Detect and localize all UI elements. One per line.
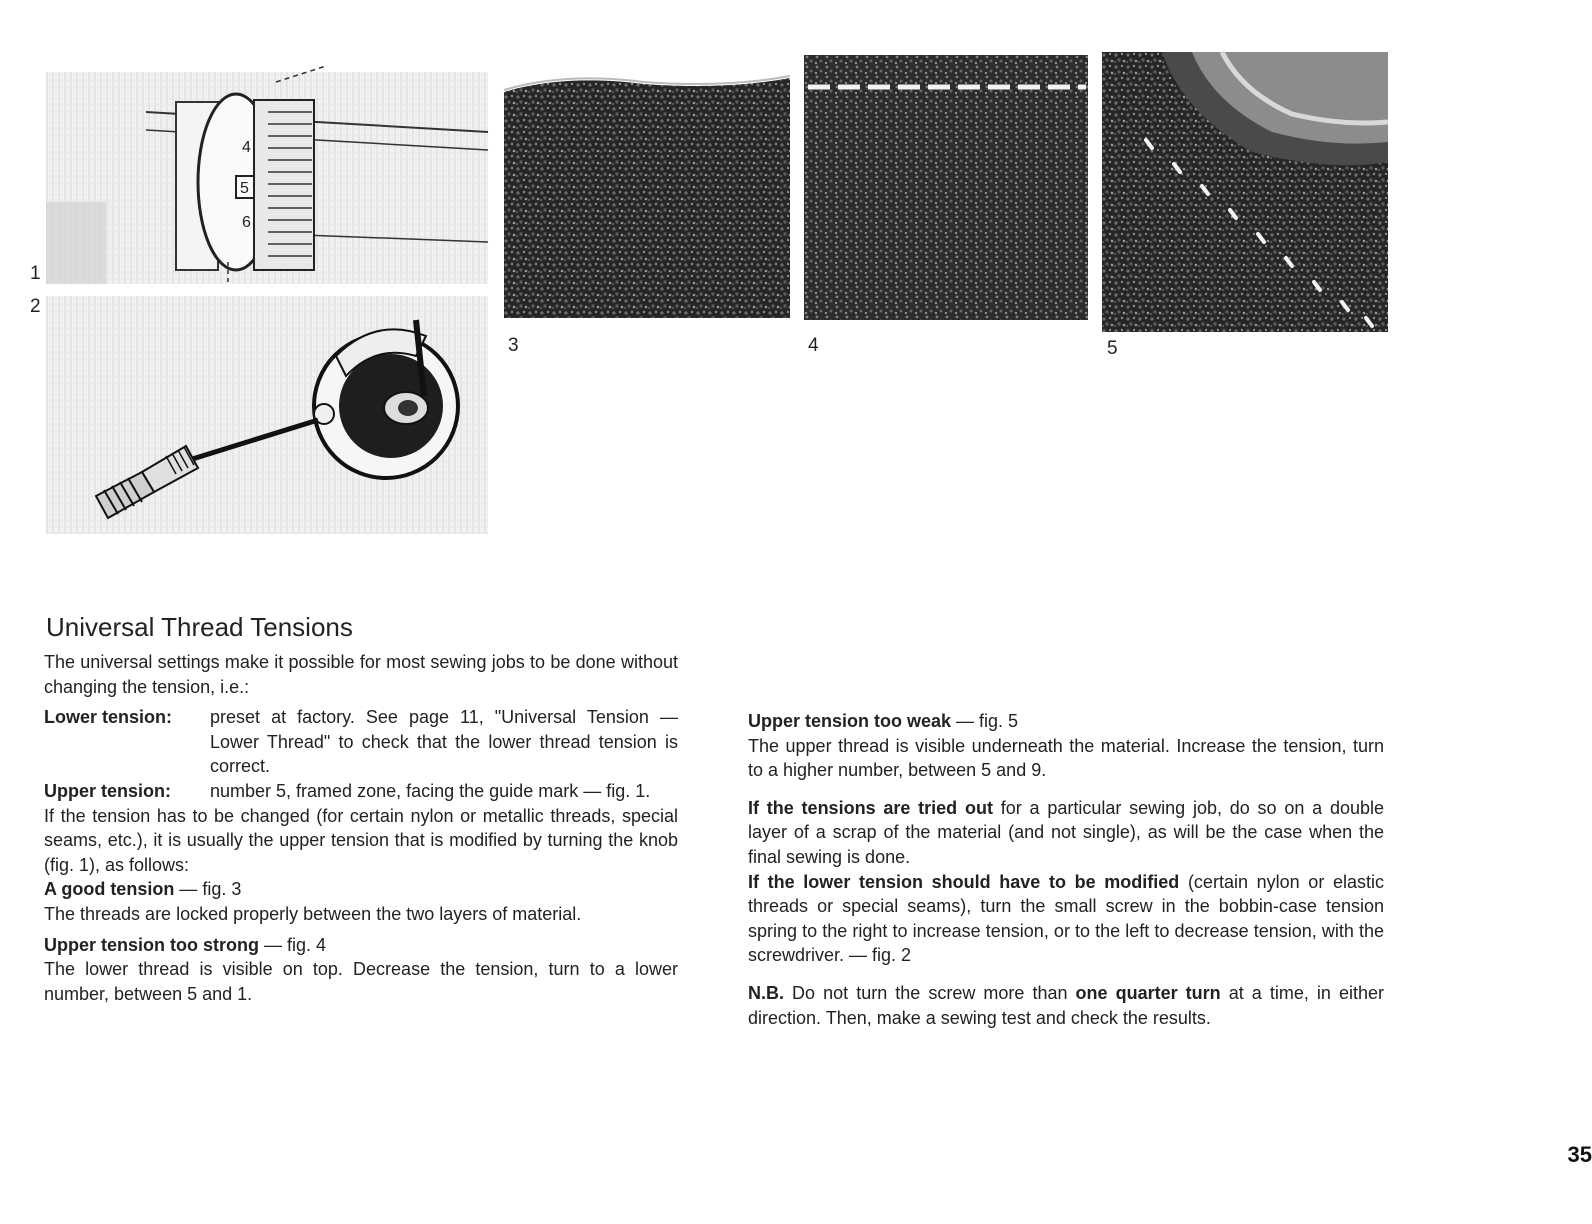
figure-5-weak-tension-fabric — [1102, 52, 1388, 332]
weak-tension-text: The upper thread is visible underneath the material. Increase the tension, turn to a higher number, between 5 and 9. — [748, 735, 1384, 781]
dial-number-5: 5 — [240, 180, 249, 197]
left-column — [44, 650, 678, 1006]
strong-tension-ref: — fig. 4 — [259, 934, 327, 955]
dial-number-4: 4 — [242, 139, 251, 156]
intro-paragraph: The universal settings make it possible for most sewing jobs to be done without changing the tension, i.e.: — [44, 652, 678, 697]
figure-5-label: 5 — [1107, 338, 1118, 359]
page-heading: Universal Thread Tensions — [46, 612, 353, 642]
good-tension-title: A good tension — [44, 879, 175, 900]
lower-modified-bold: If the lower tension should have to be modified — [748, 871, 1180, 892]
dial-number-6: 6 — [242, 214, 251, 231]
nb-paragraph — [748, 981, 1384, 1030]
figure-4-label: 4 — [808, 335, 819, 356]
figure-1-tension-dial — [46, 72, 488, 284]
weak-tension-ref: — fig. 5 — [951, 711, 1019, 731]
upper-tension-definition: number 5, framed zone, facing the guide mark — fig. 1. — [210, 780, 651, 801]
good-tension-ref: — fig. 3 — [174, 879, 242, 900]
lower-tension-term: Lower tension: — [44, 707, 173, 728]
good-tension-text: The threads are locked properly between the two layers of material. — [44, 903, 582, 924]
strong-tension-text: The lower thread is visible on top. Decrease the tension, turn to a lower number, between 5 and 1. — [44, 959, 678, 1004]
tried-out-paragraph — [748, 796, 1384, 870]
upper-tension-row — [44, 779, 678, 804]
tried-out-text: for a particular sewing job, do so on a double layer of a scrap of the material (and not single), as will be the case when the final sewing is done. — [748, 797, 1385, 867]
lower-modified-text: (certain nylon or elastic threads or special seams), turn the small screw in the bobbin-case tension spring to the right to increase tension, or to the left to decrease tension, with the screwdriver. — fig. 2 — [748, 871, 1384, 966]
nb-text-1: Do not turn the screw more than — [784, 982, 1076, 1003]
strong-tension-title: Upper tension too strong — [44, 934, 259, 955]
weak-tension-heading — [748, 709, 1384, 734]
upper-tension-term: Upper tension: — [44, 780, 172, 801]
good-tension-heading — [44, 877, 678, 902]
tried-out-bold: If the tensions are tried out — [748, 797, 993, 818]
right-column — [748, 709, 1384, 1030]
strong-tension-heading — [44, 933, 678, 958]
page-number: 35 — [1567, 1142, 1592, 1167]
change-tension-paragraph: If the tension has to be changed (for certain nylon or metallic threads, special seams, etc.), it is usually the upper tension that is modified by turning the knob (fig. 1), as follows: — [44, 805, 678, 875]
lower-tension-row — [44, 705, 678, 779]
figure-2-bobbin-case — [46, 296, 488, 534]
nb-text-2: at a time, in either direction. Then, make a sewing test and check the results. — [748, 982, 1384, 1028]
figure-2-label: 2 — [30, 296, 41, 317]
lower-tension-definition: preset at factory. See page 11, "Universal Tension — Lower Thread" to check that the lower thread tension is correct. — [210, 707, 678, 777]
figure-3-good-tension-fabric — [504, 70, 790, 318]
lower-modified-paragraph — [748, 870, 1384, 968]
figure-1-label: 1 — [30, 263, 41, 284]
nb-quarter-turn: one quarter turn — [1075, 982, 1221, 1003]
nb-label: N.B. — [748, 982, 784, 1003]
weak-tension-title: Upper tension too weak — [748, 711, 952, 731]
figure-3-label: 3 — [508, 335, 519, 356]
figure-4-strong-tension-fabric — [804, 55, 1088, 320]
